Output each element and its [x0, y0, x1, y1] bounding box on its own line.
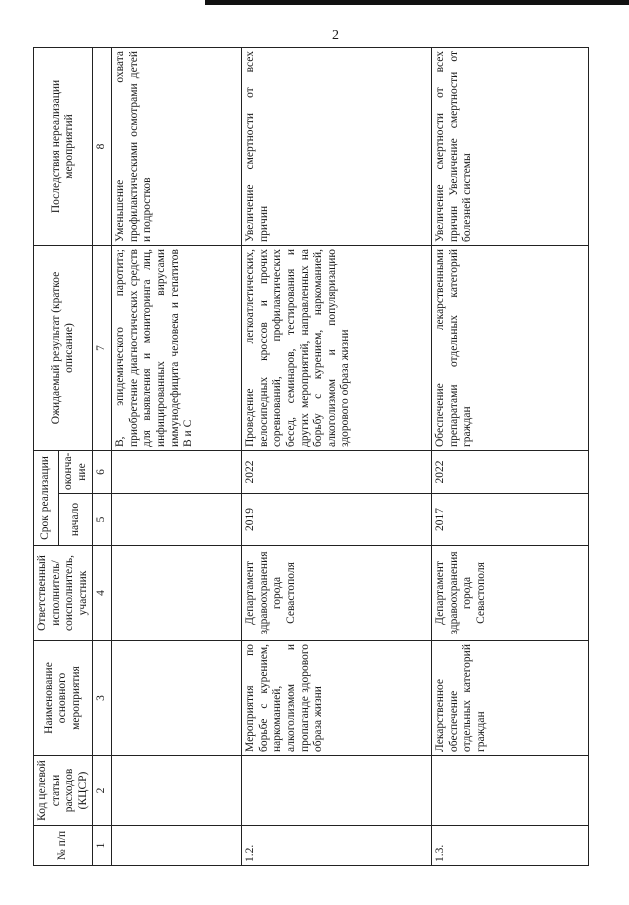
column-number: 2 [93, 756, 112, 826]
header-consequences: Последствия нереализации мероприятий [34, 48, 93, 246]
column-number: 1 [93, 826, 112, 866]
column-number: 6 [93, 451, 112, 494]
rotated-table-wrapper [33, 48, 587, 866]
cell-name: Мероприятия по борьбе с курением, наркоманией, алкоголизмом и пропаганде здорового образа жизни [242, 641, 432, 756]
cell-end [112, 451, 242, 494]
cell-num [112, 826, 242, 866]
cell-result: В, эпидемического паротита; приобретение диагностических средств для выявления и мониторинга лиц, инфицированных вирусами иммунодефицита человека и гепатитов В и С [112, 246, 242, 451]
cell-consequences: Уменьшение охвата профилактическими осмотрами детей и подростков [112, 48, 242, 246]
cell-num: 1.2. [242, 826, 432, 866]
cell-responsible [112, 546, 242, 641]
table-row [112, 48, 242, 866]
cell-result: Обеспечение лекарственными препаратами отдельных категорий граждан [432, 246, 589, 451]
header-kcsr: Код целевой статьи расходов (КЦСР) [34, 756, 93, 826]
cell-responsible: Департамент здравоохранения города Севастополя [432, 546, 589, 641]
column-numbers-row [93, 48, 112, 866]
table-row [242, 48, 432, 866]
header-period: Срок реализации [34, 451, 59, 546]
cell-name: Лекарственное обеспечение отдельных категорий граждан [432, 641, 589, 756]
cell-consequences: Увеличение смертности от всех причин Увеличение смертности от болезней системы [432, 48, 589, 246]
header-row-1 [34, 48, 59, 866]
cell-start [112, 494, 242, 546]
column-number: 5 [93, 494, 112, 546]
cell-start: 2017 [432, 494, 589, 546]
cell-name [112, 641, 242, 756]
header-name: Наименование основного мероприятия [34, 641, 93, 756]
cell-responsible: Департамент здравоохранения города Севастополя [242, 546, 432, 641]
cell-end: 2022 [242, 451, 432, 494]
cell-result: Проведение легкоатлетических, велосипедных кроссов и прочих соревнований, профилактических бесед, семинаров, тестирования и других мероприятий, направленных на борьбу с курением, наркоманией, алкоголизмом и популяризацию здорового образа жизни [242, 246, 432, 451]
cell-consequences: Увеличение смертности от всех причин [242, 48, 432, 246]
column-number: 3 [93, 641, 112, 756]
header-num: № п/п [34, 826, 93, 866]
column-number: 7 [93, 246, 112, 451]
table-row [432, 48, 589, 866]
header-end: оконча-ние [59, 451, 93, 494]
cell-num: 1.3. [432, 826, 589, 866]
column-number: 8 [93, 48, 112, 246]
cell-kcsr [112, 756, 242, 826]
cell-kcsr [432, 756, 589, 826]
program-measures-table [33, 47, 589, 866]
cell-end: 2022 [432, 451, 589, 494]
column-number: 4 [93, 546, 112, 641]
header-result: Ожидаемый результат (краткое описание) [34, 246, 93, 451]
top-edge-bar [205, 0, 629, 5]
cell-kcsr [242, 756, 432, 826]
cell-start: 2019 [242, 494, 432, 546]
header-start: начало [59, 494, 93, 546]
header-responsible: Ответственный исполнитель/ соисполнитель, участник [34, 546, 93, 641]
page-number: 2 [332, 28, 339, 43]
